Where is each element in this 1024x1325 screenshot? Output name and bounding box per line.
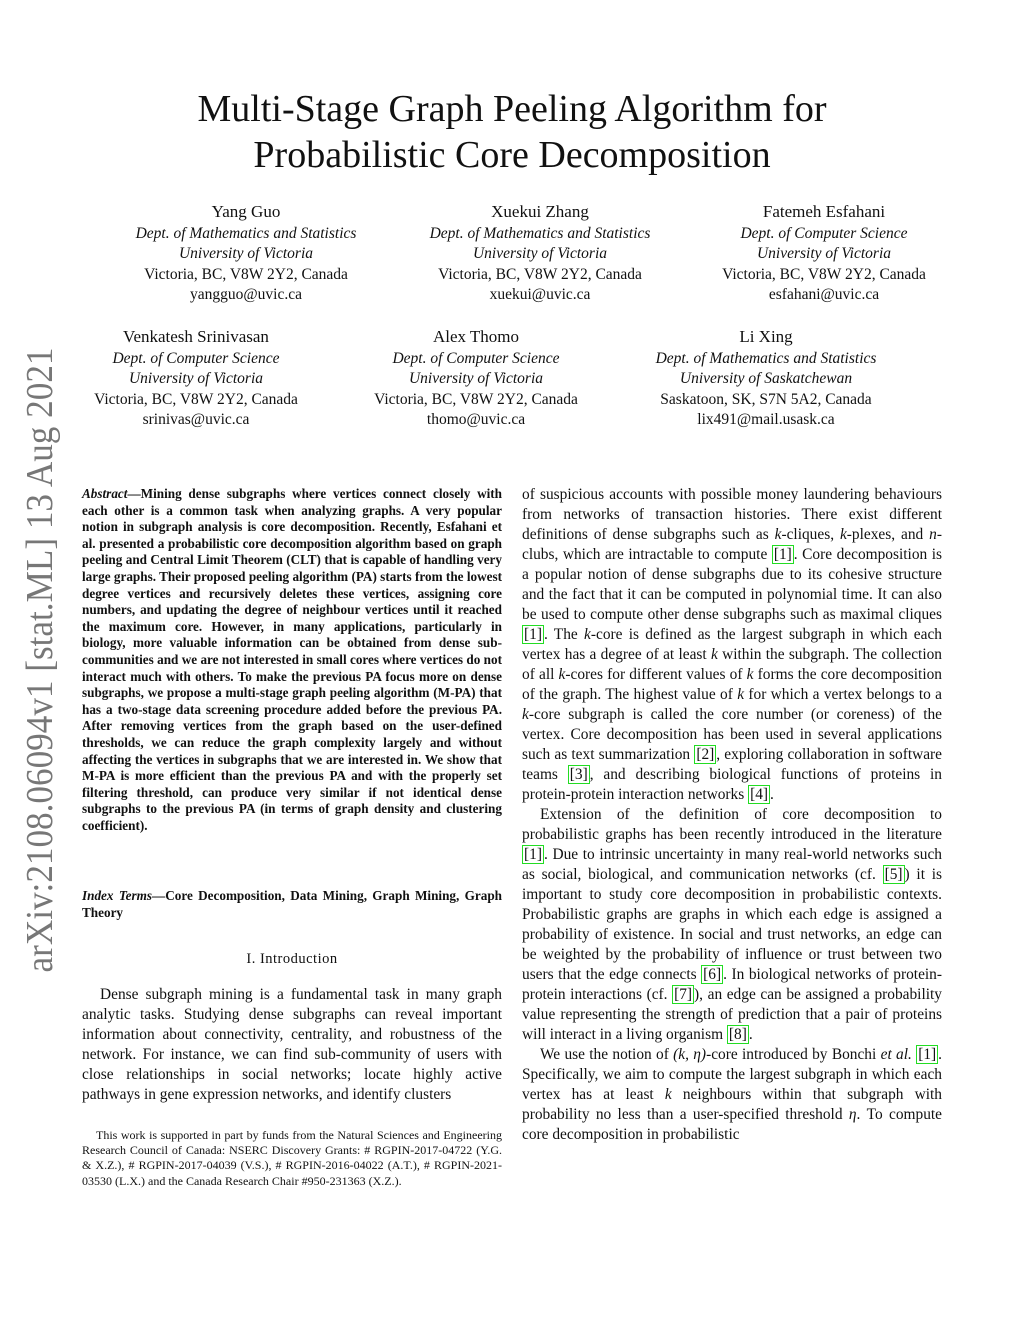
author-address: Victoria, BC, V8W 2Y2, Canada xyxy=(144,265,348,283)
author-univ: University of Victoria xyxy=(472,245,608,263)
citation-link[interactable]: [6] xyxy=(703,966,722,983)
citation-link[interactable]: [3] xyxy=(569,766,588,783)
index-terms xyxy=(82,888,502,921)
author-block-5 xyxy=(326,327,626,431)
index-terms-text: —Core Decomposition, Data Mining, Graph Mining, Graph Theory xyxy=(82,888,502,920)
author-univ: University of Victoria xyxy=(756,245,892,263)
right-paragraph-3: We use the notion of (k, η)-core introduced by Bonchi et al. [1] . Specifically, we aim to compute the largest subgraph in which each vertex has at least k neighbours within that subgraph with probability no less than a user-specified threshold η. To compute core decomposition in probabilistic xyxy=(522,1046,943,1143)
author-email[interactable]: yangguo@uvic.ca xyxy=(190,286,302,304)
citation-link[interactable]: [5] xyxy=(884,866,903,883)
right-paragraph-2: Extension of the definition of core decomposition to probabilistic graphs has been recently introduced in the literature [1] . Due to intrinsic uncertainty in many real-world networks such as social, biological, and communication networks (cf. [5] ) it is important to study core decomposition in probabilistic contexts. Probabilistic graphs are graphs in which each edge is assigned a probability of existence. In social and trust networks, an edge can be weighted by the probability of influence or trust between two users that the edge connects [6] . In biological networks of protein-protein interactions (cf. [7] ), an edge can be assigned a probability value representing the strength of prediction that a pair of proteins will interact in a living organism [8] . xyxy=(522,806,942,1043)
citation-link[interactable]: [1] xyxy=(524,846,542,863)
author-dept: Dept. of Mathematics and Statistics xyxy=(655,349,877,367)
author-name: Fatemeh Esfahani xyxy=(762,202,886,221)
author-univ: University of Saskatchewan xyxy=(679,370,853,388)
arxiv-sidebar-stamp xyxy=(12,340,68,980)
author-name: Alex Thomo xyxy=(432,327,520,346)
author-email[interactable]: esfahani@uvic.ca xyxy=(768,286,880,304)
abstract xyxy=(82,486,502,834)
abstract-lead: Abstract xyxy=(82,486,128,501)
abstract-text: —Mining dense subgraphs where vertices connect closely with each other is a common task when analyzing graphs. A very popular notion in subgraph analysis is core decomposition. Recently, Esfahani et al. presented a probabilistic core decomposition algorithm based on graph peeling and Central Limit Theorem (CLT) that is capable of handling very large graphs. Their proposed peeling algorithm (PA) starts from the lowest degree vertices and recursively deletes these vertices, assigning core numbers, and updating the degree of neighbour vertices until it reached the maximum core. However, in many applications, particularly in biology, more valuable information can be obtained from dense sub-communities and we are not interested in small cores where vertices do not interact much with others. To make the previous PA focus more on dense subgraphs, we propose a multi-stage graph peeling algorithm (M-PA) that has a two-stage data screening procedure added before the previous PA. After removing vertices from the graph based on the user-defined thresholds, we can reduce the graph complexity largely and without affecting the vertices in subgraphs that we are interested in. We show that M-PA is more efficient than the previous PA and with the properly set filtering threshold, can produce very similar if not identical dense subgraphs to the previous PA (in terms of graph density and clustering coefficient). xyxy=(82,486,502,833)
author-address: Victoria, BC, V8W 2Y2, Canada xyxy=(94,390,298,408)
author-email[interactable]: srinivas@uvic.ca xyxy=(142,411,250,429)
author-univ: University of Victoria xyxy=(408,370,544,388)
author-block-6 xyxy=(616,327,916,431)
funding-footnote: This work is supported in part by funds from the Natural Sciences and Engineering Research Council of Canada: NSERC Discovery Grants: # RGPIN-2017-04722 (Y.G. & X.Z.), # RGPIN-2017-04039 (V.S.), # RGPIN-2016-04022 (A.T.), # RGPIN-2021-03530 (L.X.) and the Canada Research Chair #950-231363 (X.Z.). xyxy=(82,1128,502,1188)
author-dept: Dept. of Computer Science xyxy=(392,349,560,367)
author-name: Li Xing xyxy=(739,327,793,346)
citation-link[interactable]: [1] xyxy=(773,546,792,563)
citation-link[interactable]: [8] xyxy=(728,1026,747,1043)
right-paragraph-1: of suspicious accounts with possible money laundering behaviours from networks of transaction histories. There exist different definitions of dense subgraphs such as k-cliques, k-plexes, and n-clubs, which are intractable to compute [1] . Core decomposition is a popular notion of dense subgraphs due to its cohesive structure and the fact that it can be computed in polynomial time. It can also be used to compute other dense subgraphs such as maximal cliques [1] . The k-core is defined as the largest subgraph in which each vertex has a degree of at least k within the subgraph. The collection of all k-cores for different values of k forms the core decomposition of the graph. The highest value of k for which a vertex belongs to a k-core subgraph is called the core number (or coreness) of the vertex. Core decomposition has been used in several applications such as text summarization [2] , exploring collaboration in software teams [3] , and describing biological functions of proteins in protein-protein interaction networks [4] . xyxy=(522,486,942,803)
citation-link[interactable]: [1] xyxy=(918,1046,937,1063)
author-email[interactable]: xuekui@uvic.ca xyxy=(489,286,591,304)
author-email[interactable]: lix491@mail.usask.ca xyxy=(697,411,835,429)
author-block-3 xyxy=(674,202,974,306)
author-address: Saskatoon, SK, S7N 5A2, Canada xyxy=(660,390,872,408)
author-name: Venkatesh Srinivasan xyxy=(123,327,269,346)
index-terms-lead: Index Terms xyxy=(82,888,153,903)
author-block-2 xyxy=(390,202,690,306)
author-address: Victoria, BC, V8W 2Y2, Canada xyxy=(374,390,578,408)
author-name: Yang Guo xyxy=(211,202,281,221)
author-name: Xuekui Zhang xyxy=(491,202,589,221)
author-block-4 xyxy=(46,327,346,431)
author-address: Victoria, BC, V8W 2Y2, Canada xyxy=(438,265,642,283)
author-email[interactable]: thomo@uvic.ca xyxy=(426,411,526,429)
author-univ: University of Victoria xyxy=(178,245,314,263)
author-dept: Dept. of Mathematics and Statistics xyxy=(429,224,651,242)
citation-link[interactable]: [7] xyxy=(674,986,693,1003)
section-heading-introduction: I. Introduction xyxy=(246,951,338,967)
right-column-text xyxy=(522,485,942,1145)
citation-link[interactable]: [2] xyxy=(696,746,715,763)
citation-link[interactable]: [4] xyxy=(750,786,769,803)
title-line-1: Multi-Stage Graph Peeling Algorithm for xyxy=(197,88,827,130)
author-address: Victoria, BC, V8W 2Y2, Canada xyxy=(722,265,926,283)
arxiv-id-text: arXiv:2108.06094v1 [stat.ML] 13 Aug 2021 xyxy=(19,340,61,973)
author-dept: Dept. of Computer Science xyxy=(112,349,280,367)
intro-paragraph-left: Dense subgraph mining is a fundamental task in many graph analytic tasks. Studying dense subgraphs can reveal important information about connectivity, centrality, and robustness of the network. For instance, we can find sub-community of users with close relationships in social networks; locate highly active pathways in gene expression networks, and identify clusters xyxy=(82,986,502,1103)
author-dept: Dept. of Mathematics and Statistics xyxy=(135,224,357,242)
author-dept: Dept. of Computer Science xyxy=(740,224,908,242)
author-block-1 xyxy=(96,202,396,306)
title-line-2: Probabilistic Core Decomposition xyxy=(253,134,771,176)
author-univ: University of Victoria xyxy=(128,370,264,388)
paper-title xyxy=(0,86,1024,178)
citation-link[interactable]: [1] xyxy=(524,626,542,643)
